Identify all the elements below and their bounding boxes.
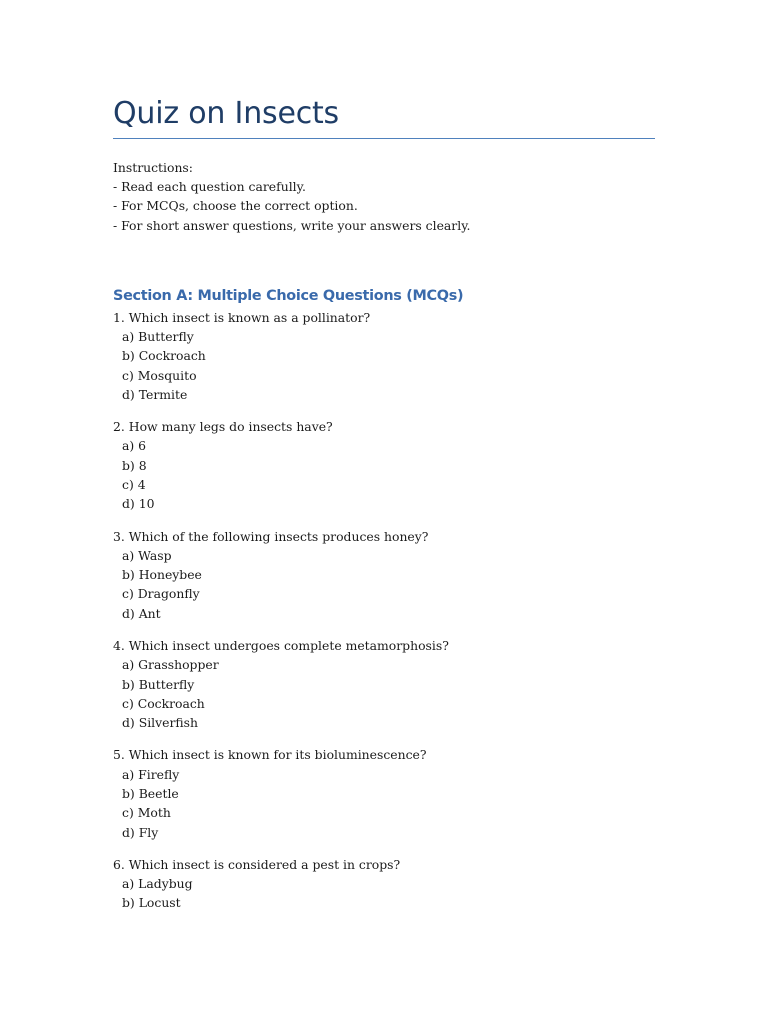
- instruction-line: - For MCQs, choose the correct option.: [113, 198, 358, 214]
- question-4: [113, 636, 655, 732]
- answer-option: c) Dragonfly: [122, 586, 200, 602]
- question-5: [113, 745, 655, 841]
- answer-option: d) Ant: [122, 605, 161, 621]
- answer-option: a) Butterfly: [122, 329, 194, 345]
- answer-option: d) Silverfish: [122, 715, 198, 731]
- answer-option: a) Wasp: [122, 547, 172, 563]
- answer-option: a) Firefly: [122, 766, 180, 782]
- question-text: 6. Which insect is considered a pest in crops?: [113, 856, 401, 872]
- answer-option: c) Cockroach: [122, 695, 205, 711]
- instruction-line: - Read each question carefully.: [113, 179, 306, 195]
- instruction-line: - For short answer questions, write your answers clearly.: [113, 217, 471, 233]
- answer-option: c) 4: [122, 477, 146, 493]
- answer-option: b) Butterfly: [122, 676, 195, 692]
- answer-option: b) Locust: [122, 895, 181, 911]
- page-title: Quiz on Insects: [113, 92, 655, 139]
- answer-option: a) Grasshopper: [122, 657, 219, 673]
- answer-option: b) Honeybee: [122, 567, 202, 583]
- question-list: [113, 308, 655, 913]
- question-text: 2. How many legs do insects have?: [113, 419, 333, 435]
- section-a-heading: Section A: Multiple Choice Questions (MCQs): [113, 287, 464, 304]
- document-page: [113, 92, 655, 925]
- question-1: [113, 308, 655, 404]
- instructions-block: [113, 158, 655, 235]
- answer-option: b) 8: [122, 457, 147, 473]
- question-text: 1. Which insect is known as a pollinator?: [113, 309, 371, 325]
- answer-option: c) Mosquito: [122, 367, 197, 383]
- question-text: 5. Which insect is known for its bioluminescence?: [113, 747, 427, 763]
- answer-option: a) 6: [122, 438, 147, 454]
- question-2: [113, 417, 655, 513]
- answer-option: c) Moth: [122, 805, 171, 821]
- question-text: 4. Which insect undergoes complete metamorphosis?: [113, 637, 449, 653]
- answer-option: b) Beetle: [122, 785, 179, 801]
- answer-option: a) Ladybug: [122, 875, 193, 891]
- question-6: [113, 855, 655, 913]
- instructions-heading: Instructions:: [113, 160, 193, 175]
- answer-option: b) Cockroach: [122, 348, 206, 364]
- answer-option: d) 10: [122, 496, 155, 512]
- question-text: 3. Which of the following insects produces honey?: [113, 528, 429, 544]
- answer-option: d) Fly: [122, 824, 159, 840]
- answer-option: d) Termite: [122, 387, 188, 402]
- question-3: [113, 527, 655, 623]
